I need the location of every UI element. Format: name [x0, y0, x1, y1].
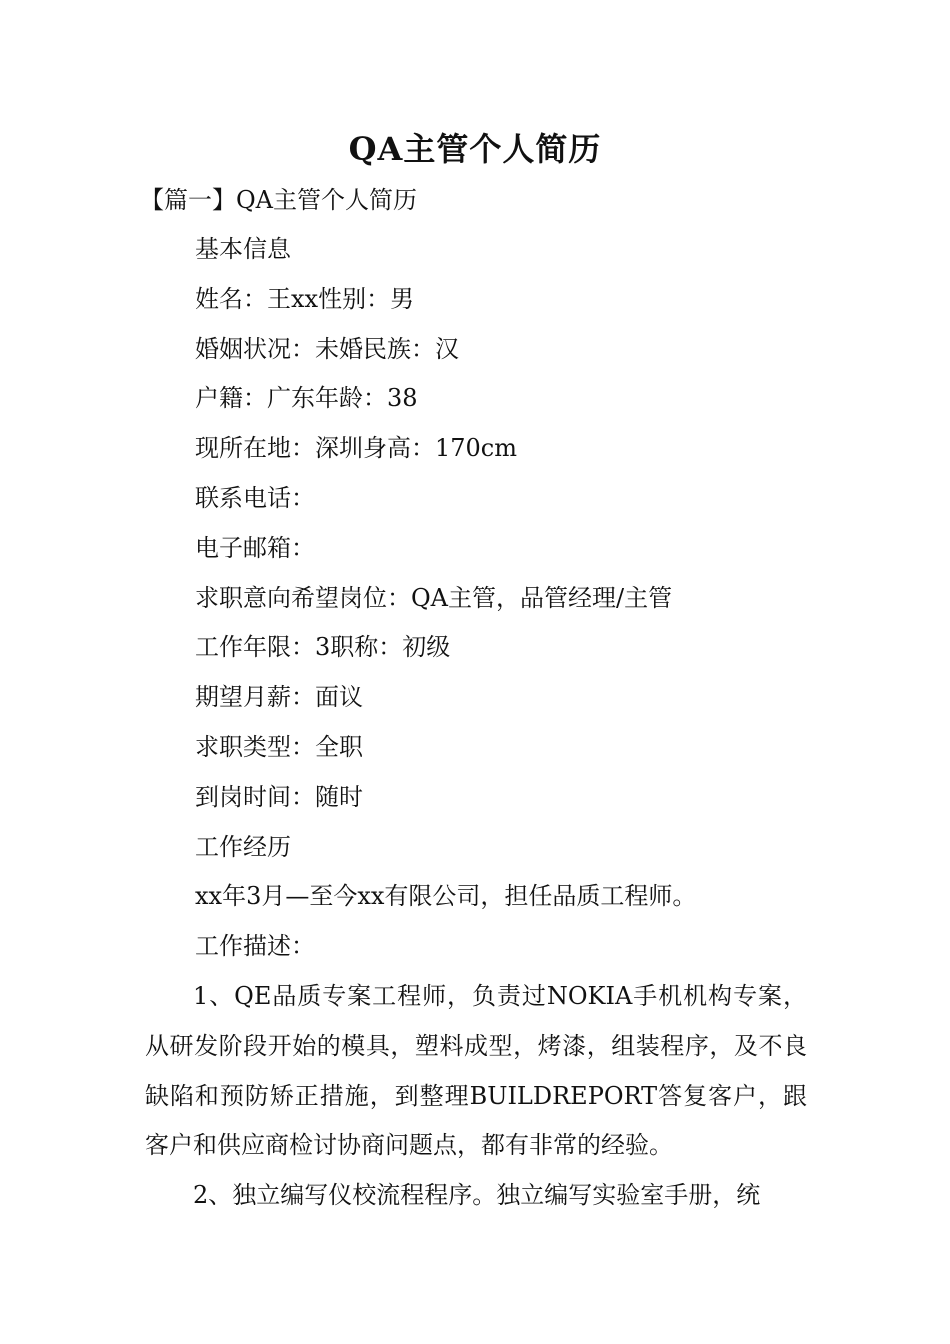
- document-title: QA主管个人简历: [348, 130, 602, 168]
- line-employment-entry: xx年3月—至今xx有限公司，担任品质工程师。: [195, 882, 697, 911]
- section-label: 【篇一】QA主管个人简历: [140, 186, 418, 214]
- line-expected-salary: 期望月薪：面议: [195, 683, 363, 712]
- line-email: 电子邮箱：: [195, 533, 315, 562]
- paragraph-duty-2: 2、独立编写仪校流程程序。独立编写实验室手册，统: [193, 1181, 761, 1209]
- line-work-history-heading: 工作经历: [195, 832, 291, 861]
- line-marital-ethnicity: 婚姻状况：未婚民族：汉: [195, 334, 459, 363]
- line-desired-position: 求职意向希望岗位：QA主管，品管经理/主管: [195, 583, 673, 612]
- paragraph-duty-1: 1、QE品质专案工程师，负责过NOKIA手机机构专案，从研发阶段开始的模具，塑料成型，烤漆，组装程序，及不良缺陷和预防矫正措施，到整理BUILDREPORT答复客户，跟客户和供应商检讨协商问题点，都有非常的经验。: [145, 982, 807, 1160]
- line-job-type: 求职类型：全职: [195, 732, 363, 761]
- line-name-gender: 姓名：王xx性别：男: [195, 284, 415, 313]
- line-availability: 到岗时间：随时: [195, 782, 363, 811]
- line-hometown-age: 户籍：广东年龄：38: [195, 384, 418, 413]
- line-basic-info-heading: 基本信息: [195, 235, 291, 263]
- line-phone: 联系电话：: [195, 483, 315, 512]
- line-years-title: 工作年限：3职称：初级: [195, 633, 451, 662]
- line-job-description-heading: 工作描述：: [195, 932, 315, 961]
- line-location-height: 现所在地：深圳身高：170cm: [195, 434, 518, 463]
- resume-lines: [195, 225, 855, 972]
